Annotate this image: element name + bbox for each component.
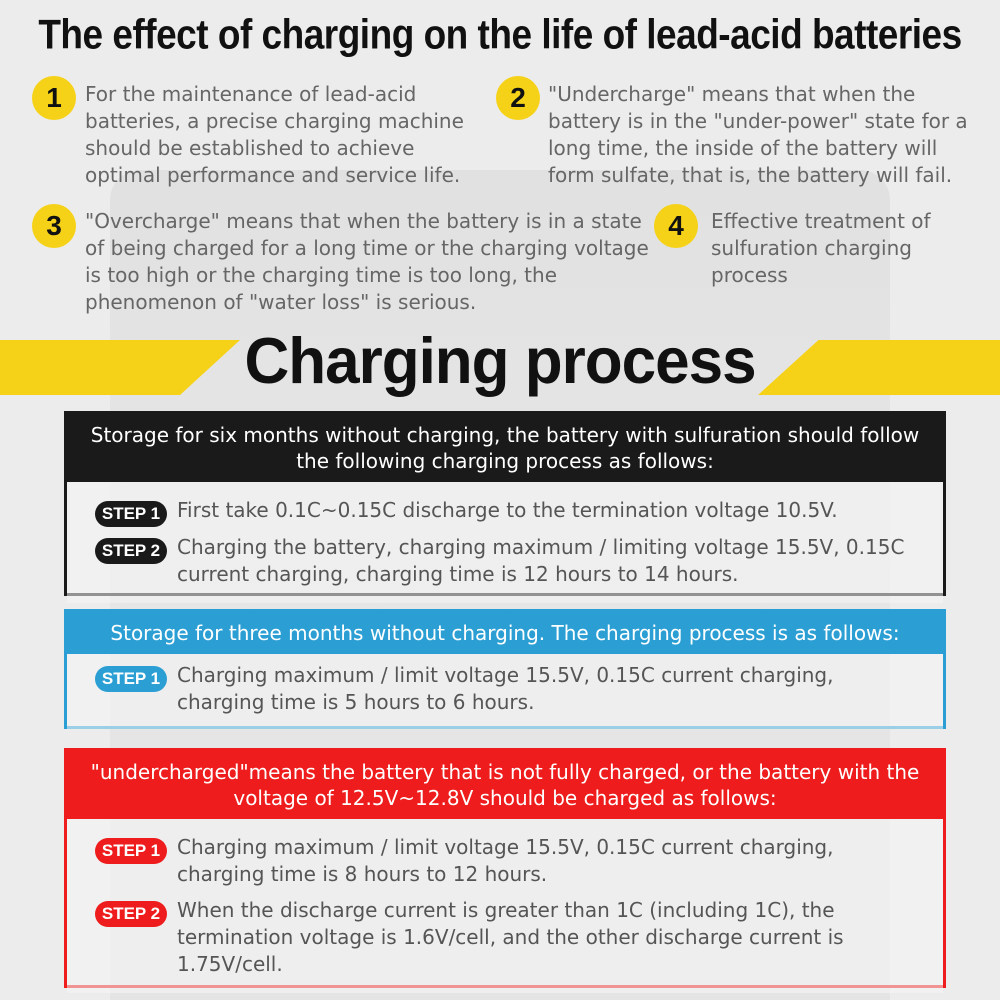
box-body (67, 819, 943, 993)
box-body (67, 654, 943, 729)
step-badge: STEP 2 (95, 538, 167, 564)
step-text: Charging maximum / limit voltage 15.5V, 0.15C current charging, charging time is 8 hours to 12 hours. (177, 835, 834, 886)
section-title: Charging process (244, 325, 756, 398)
six-month-storage-box (64, 411, 946, 596)
point-text-1: For the maintenance of lead-acid batteries, a precise charging machine should be established to achieve optimal performance and service life. (85, 82, 464, 187)
point-text-3: "Overcharge" means that when the battery is in a state of being charged for a long time or the charging voltage is too high or the charging time is too long, the phenomenon of "water loss" is serious. (85, 209, 649, 314)
point-text-2: "Undercharge" means that when the battery is in the "under-power" state for a long time, the inside of the battery will form sulfate, that is, the battery will fail. (548, 82, 968, 187)
step-badge: STEP 2 (95, 901, 167, 927)
undercharged-box (64, 748, 946, 988)
step-badge: STEP 1 (95, 666, 167, 692)
step-text: First take 0.1C~0.15C discharge to the termination voltage 10.5V. (177, 498, 838, 522)
three-month-storage-box (64, 609, 946, 729)
page-title: The effect of charging on the life of lead-acid batteries (38, 11, 962, 58)
box-header: Storage for three months without charging. The charging process is as follows: (67, 612, 943, 654)
number-badge-4: 4 (654, 204, 698, 248)
step-text: Charging maximum / limit voltage 15.5V, 0.15C current charging, charging time is 5 hours to 6 hours. (177, 663, 834, 714)
point-text-4: Effective treatment of sulfuration charging process (711, 209, 931, 287)
step-text: Charging the battery, charging maximum / limiting voltage 15.5V, 0.15C current charging, charging time is 12 hours to 14 hours. (177, 535, 905, 586)
box-body (67, 482, 943, 603)
number-badge-3: 3 (32, 204, 76, 248)
step-badge: STEP 1 (95, 501, 167, 527)
number-badge-2: 2 (496, 76, 540, 120)
step-text: When the discharge current is greater than 1C (including 1C), the termination voltage is 1.6V/cell, and the other discharge current is 1.75V/cell. (177, 898, 844, 976)
box-header: "undercharged"means the battery that is not fully charged, or the battery with the voltage of 12.5V~12.8V should be charged as follows: (67, 751, 943, 819)
box-header: Storage for six months without charging, the battery with sulfuration should follow the following charging process as follows: (67, 414, 943, 482)
step-badge: STEP 1 (95, 838, 167, 864)
number-badge-1: 1 (32, 76, 76, 120)
